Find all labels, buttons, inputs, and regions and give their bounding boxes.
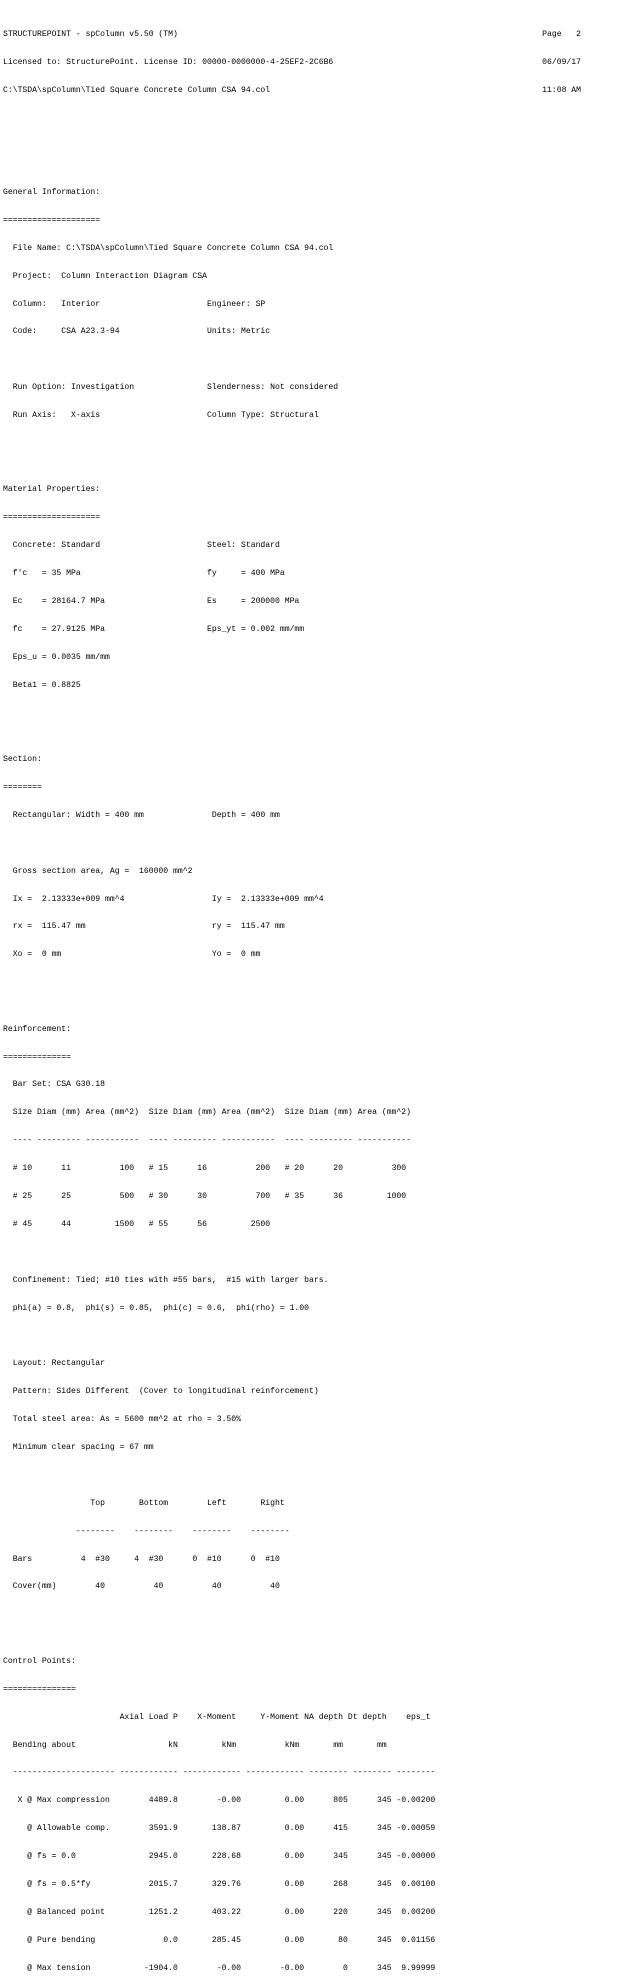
layout-line: Layout: Rectangular [3, 1359, 105, 1369]
program-name: STRUCTUREPOINT - spColumn v5.50 (TM) [3, 29, 178, 39]
page-number: Page 2 [542, 29, 581, 39]
bar-table-row: # 45 44 1500 # 55 56 2500 [3, 1219, 271, 1229]
column-engineer-line: Column: Interior Engineer: SP [3, 299, 266, 309]
control-table-row: @ Pure bending 0.0 285.45 0.00 80 345 0.01156 [3, 1935, 436, 1945]
license-info: Licensed to: StructurePoint. License ID: 00000-0000000-4-25EF2-2C6B6 [3, 57, 334, 67]
bar-set-line: Bar Set: CSA G30.18 [3, 1080, 105, 1090]
control-table-row: @ fs = 0.0 2945.0 228.68 0.00 345 345 -0.00000 [3, 1852, 436, 1862]
section-rule: ======== [3, 782, 42, 792]
material-title: Material Properties: [3, 485, 101, 495]
section-line: Xo = 0 mm Yo = 0 mm [3, 950, 261, 960]
section-line: Gross section area, Ag = 160000 mm^2 [3, 866, 193, 876]
reinforcement-title: Reinforcement: [3, 1024, 71, 1034]
control-table-units: Bending about kN kNm kNm mm mm [3, 1740, 387, 1750]
reinforcement-rule: ============== [3, 1052, 71, 1062]
phi-factors-line: phi(a) = 0.8, phi(s) = 0.85, phi(c) = 0.6, phi(rho) = 1.00 [3, 1303, 309, 1313]
total-steel-line: Total steel area: As = 5600 mm^2 at rho = 3.50% [3, 1415, 241, 1425]
file-path: C:\TSDA\spColumn\Tied Square Concrete Column CSA 94.col [3, 85, 271, 95]
cover-row: Cover(mm) 40 40 40 40 [3, 1582, 280, 1592]
section-line: rx = 115.47 mm ry = 115.47 mm [3, 922, 285, 932]
material-line: Beta1 = 0.8825 [3, 680, 81, 690]
confinement-line: Confinement: Tied; #10 ties with #55 bars, #15 with larger bars. [3, 1275, 329, 1285]
material-line: Eps_u = 0.0035 mm/mm [3, 652, 110, 662]
control-points-title: Control Points: [3, 1656, 76, 1666]
bar-table-row: # 25 25 500 # 30 30 700 # 35 36 1000 [3, 1192, 407, 1201]
bar-table-rule: ---- --------- ----------- ---- --------- ----------- ---- --------- ----------- [3, 1136, 411, 1146]
control-table-row: @ Max tension -1904.0 -0.00 -0.00 0 345 9.99999 [3, 1963, 436, 1973]
file-name-line: File Name: C:\TSDA\spColumn\Tied Square Concrete Column CSA 94.col [3, 243, 334, 253]
bar-table-row: # 10 11 100 # 15 16 200 # 20 20 300 [3, 1164, 407, 1174]
code-units-line: Code: CSA A23.3-94 Units: Metric [3, 327, 271, 337]
header-line-1 [3, 30, 621, 39]
general-rule: ==================== [3, 215, 101, 225]
material-rule: ==================== [3, 513, 101, 523]
control-table-row: @ fs = 0.5*fy 2015.7 329.76 0.00 268 345 0.00100 [3, 1879, 436, 1889]
section-title: Section: [3, 755, 42, 765]
material-line: f'c = 35 MPa fy = 400 MPa [3, 569, 285, 579]
general-title: General Information: [3, 187, 101, 197]
control-table-header: Axial Load P X-Moment Y-Moment NA depth Dt depth eps_t [3, 1712, 431, 1722]
control-table-row: X @ Max compression 4489.8 -0.00 0.00 805 345 -0.00200 [3, 1796, 436, 1806]
pattern-line: Pattern: Sides Different (Cover to longitudinal reinforcement) [3, 1387, 319, 1397]
control-table-rule: --------------------- ------------ ------------ ------------ -------- -------- -------- [3, 1768, 436, 1778]
report-page [3, 2, 621, 1982]
section-shape-line: Rectangular: Width = 400 mm Depth = 400 mm [3, 810, 280, 820]
report-time: 11:08 AM [542, 85, 581, 95]
section-line: Ix = 2.13333e+009 mm^4 Iy = 2.13333e+009 mm^4 [3, 894, 324, 904]
material-line: Ec = 28164.7 MPa Es = 200000 MPa [3, 597, 300, 606]
header-line-2 [3, 58, 621, 67]
bar-table-header: Size Diam (mm) Area (mm^2) Size Diam (mm) Area (mm^2) Size Diam (mm) Area (mm^2) [3, 1108, 411, 1118]
report-date: 06/09/17 [542, 57, 581, 67]
control-points-rule: =============== [3, 1684, 76, 1694]
control-table-row: @ Balanced point 1251.2 403.22 0.00 220 345 0.00200 [3, 1907, 436, 1917]
run-option-line: Run Option: Investigation Slenderness: Not considered [3, 383, 339, 393]
control-table-row: @ Allowable comp. 3591.9 138.87 0.00 415 345 -0.00059 [3, 1824, 436, 1834]
sides-rule: -------- -------- -------- -------- [3, 1526, 290, 1536]
run-axis-line: Run Axis: X-axis Column Type: Structural [3, 411, 319, 421]
sides-header: Top Bottom Left Right [3, 1498, 285, 1508]
clear-spacing-line: Minimum clear spacing = 67 mm [3, 1443, 154, 1453]
header-line-3 [3, 86, 621, 95]
project-line: Project: Column Interaction Diagram CSA [3, 271, 207, 281]
material-line: Concrete: Standard Steel: Standard [3, 541, 280, 551]
material-line: fc = 27.9125 MPa Eps_yt = 0.002 mm/mm [3, 624, 305, 634]
bars-row: Bars 4 #30 4 #30 0 #10 0 #10 [3, 1554, 280, 1564]
